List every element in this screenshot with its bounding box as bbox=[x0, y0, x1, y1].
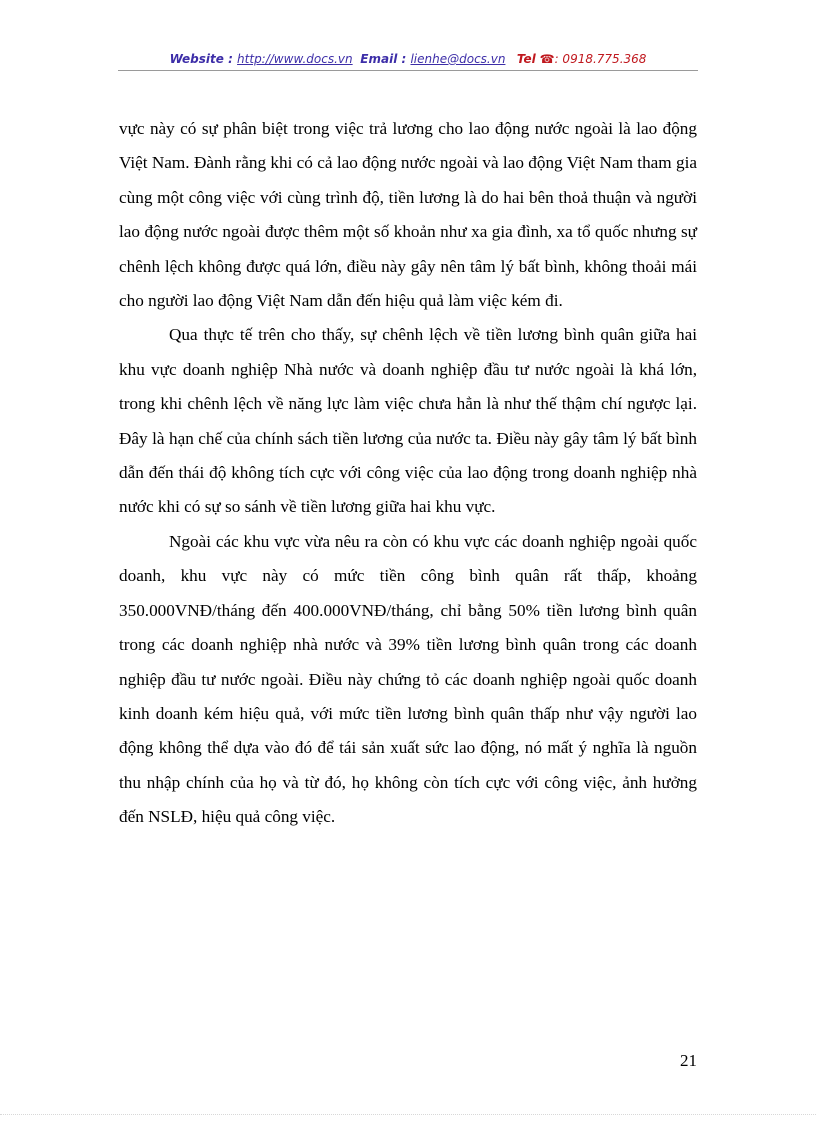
email-link[interactable]: lienhe@docs.vn bbox=[410, 52, 506, 66]
website-separator: : bbox=[223, 52, 238, 66]
document-body bbox=[119, 112, 697, 835]
paragraph-3: Ngoài các khu vực vừa nêu ra còn có khu vực các doanh nghiệp ngoài quốc doanh, khu vực này có mức tiền công bình quân rất thấp, khoảng 350.000VNĐ/tháng đến 400.000VNĐ/tháng, chỉ bằng 50% tiền lương bình quân trong các doanh nghiệp nhà nước và 39% tiền lương bình quân trong các doanh nghiệp đầu tư nước ngoài. Điều này chứng tỏ các doanh nghiệp ngoài quốc doanh kinh doanh kém hiệu quả, với mức tiền lương bình quân thấp như vậy người lao động không thể dựa vào đó để tái sản xuất sức lao động, nó mất ý nghĩa là nguồn thu nhập chính của họ và từ đó, họ không còn tích cực với công việc, ảnh hưởng đến NSLĐ, hiệu quả công việc. bbox=[119, 531, 697, 827]
tel-label: Tel bbox=[516, 52, 536, 66]
website-link[interactable]: http://www.docs.vn bbox=[237, 52, 353, 66]
email-separator: : bbox=[397, 52, 411, 66]
header-divider bbox=[118, 70, 698, 71]
email-label: Email bbox=[360, 52, 398, 66]
phone-number: : 0918.775.368 bbox=[554, 52, 647, 66]
telephone-icon: ☎ bbox=[539, 52, 555, 66]
page-number: 21 bbox=[680, 1051, 697, 1070]
paragraph-1: vực này có sự phân biệt trong việc trả lương cho lao động nước ngoài là lao động Việt Nam. Đành rằng khi có cả lao động nước ngoài và lao động Việt Nam tham gia cùng một công việc với cùng trình độ, tiền lương là do hai bên thoả thuận và người lao động nước ngoài được thêm một số khoản như xa gia đình, xa tổ quốc nhưng sự chênh lệch không được quá lớn, điều này gây nên tâm lý bất bình, không thoải mái cho người lao động Việt Nam dẫn đến hiệu quả làm việc kém đi. bbox=[119, 119, 697, 311]
footer-divider bbox=[0, 1114, 816, 1115]
page-header bbox=[118, 50, 698, 68]
paragraph-2: Qua thực tế trên cho thấy, sự chênh lệch về tiền lương bình quân giữa hai khu vực doanh nghiệp Nhà nước và doanh nghiệp đầu tư nước ngoài là khá lớn, trong khi chênh lệch về năng lực làm việc chưa hẳn là như thế thậm chí ngược lại. Đây là hạn chế của chính sách tiền lương của nước ta. Điều này gây tâm lý bất bình dẫn đến thái độ không tích cực với công việc của lao động trong doanh nghiệp nhà nước khi có sự so sánh về tiền lương giữa hai khu vực. bbox=[119, 325, 697, 517]
website-label: Website bbox=[169, 52, 224, 66]
